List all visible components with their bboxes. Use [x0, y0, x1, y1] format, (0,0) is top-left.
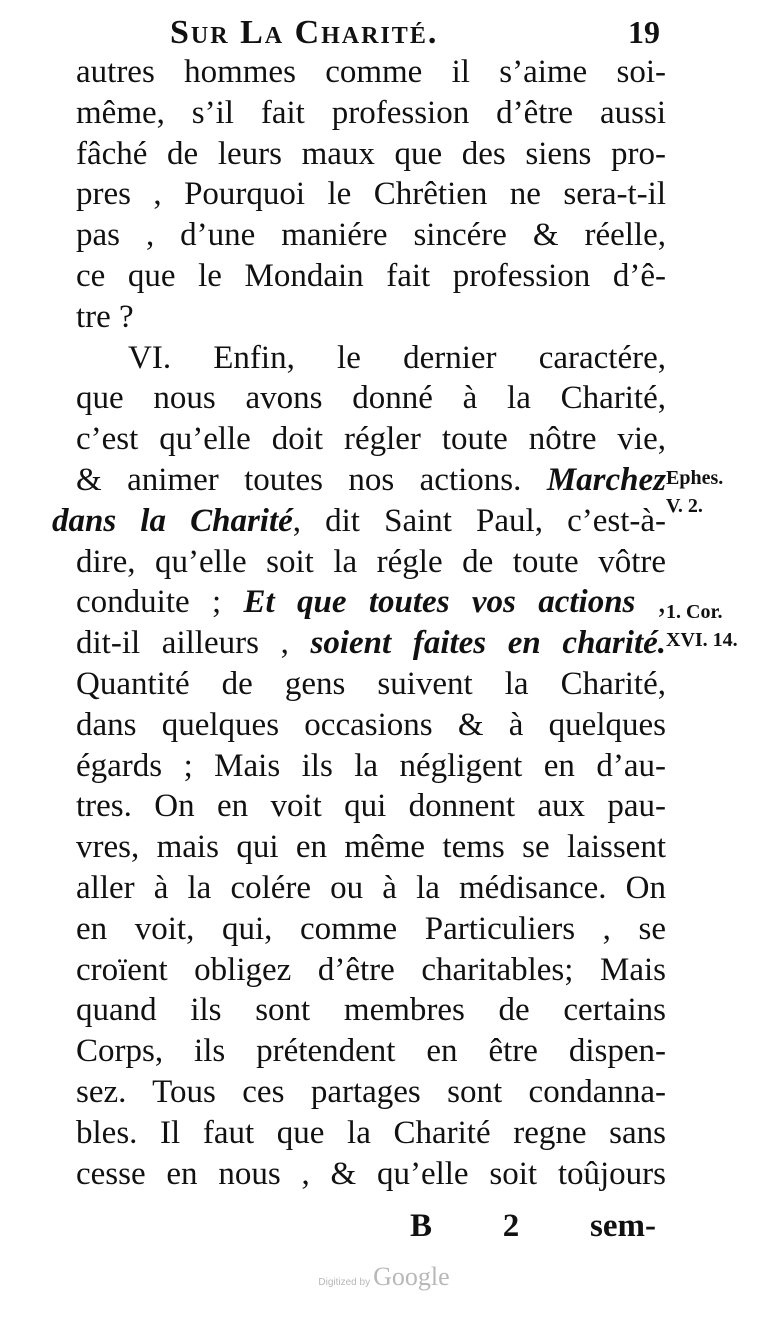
text-line: dire, qu’elle soit la régle de toute vôtre	[76, 543, 666, 580]
text-line: cesse en nous , & qu’elle soit toûjours	[76, 1155, 666, 1192]
text-line: sez. Tous ces partages sont condanna-	[76, 1073, 666, 1110]
text-fragment: dit-il ailleurs ,	[76, 625, 289, 662]
text-fragment: & animer toutes nos actions.	[76, 461, 522, 498]
signature-mark: B	[410, 1208, 433, 1244]
page-number: 19	[628, 14, 660, 50]
text-line	[76, 623, 666, 664]
text-line: égards ; Mais ils la négligent en d’au-	[76, 747, 666, 784]
text-fragment: , dit Saint Paul, c’est-à-	[292, 502, 666, 539]
signature-line	[410, 1208, 656, 1245]
text-line	[52, 501, 666, 542]
text-line: dans quelques occasions & à quelques	[76, 706, 666, 743]
text-line: tre ?	[76, 298, 134, 335]
text-line: bles. Il faut que la Charité regne sans	[76, 1114, 666, 1151]
quote-fragment: dans la Charité	[52, 502, 293, 539]
running-title: Sur La Charité.	[170, 14, 439, 51]
digitization-watermark	[0, 1262, 768, 1292]
text-line: croïent obligez d’être charitables; Mais	[76, 951, 666, 988]
watermark-brand: Google	[373, 1262, 450, 1291]
text-line: vres, mais qui en même tems se laissent	[76, 829, 666, 866]
body-text	[52, 52, 667, 1194]
text-line: Corps, ils prétendent en être dispen-	[76, 1033, 666, 1070]
text-line: même, s’il fait profession d’être aussi	[76, 94, 666, 131]
catchword: sem-	[590, 1208, 656, 1244]
text-line: aller à la colére ou à la médisance. On	[76, 869, 666, 906]
quote-fragment: soient faites en charité.	[310, 625, 667, 662]
margin-note: V. 2.	[666, 495, 703, 517]
text-line: en voit, qui, comme Particuliers , se	[76, 910, 666, 947]
margin-note: XVI. 14.	[666, 629, 738, 651]
running-header	[170, 10, 660, 54]
text-line: autres hommes comme il s’aime soi-	[76, 54, 666, 90]
text-line: ce que le Mondain fait profession d’ê-	[76, 257, 666, 294]
text-line: fâché de leurs maux que des siens pro-	[76, 135, 666, 172]
text-line: quand ils sont membres de certains	[76, 992, 666, 1029]
text-line: Quantité de gens suivent la Charité,	[76, 665, 666, 702]
text-fragment: ,	[657, 584, 666, 621]
quote-fragment: Marchez	[546, 461, 667, 498]
text-line: tres. On en voit qui donnent aux pau-	[76, 788, 666, 825]
section-heading-line: VI. Enfin, le dernier caractére,	[128, 339, 666, 376]
text-line	[76, 460, 666, 501]
watermark-prefix: Digitized by	[318, 1277, 371, 1288]
text-fragment: conduite ;	[76, 584, 222, 621]
margin-note: 1. Cor.	[666, 601, 723, 623]
margin-note: Ephes.	[666, 467, 724, 489]
signature-number: 2	[502, 1208, 520, 1244]
quote-fragment: Et que toutes vos actions	[243, 584, 636, 621]
text-line: pas , d’une maniére sincére & réelle,	[76, 217, 666, 254]
text-line: pres , Pourquoi le Chrêtien ne sera-t-il	[76, 176, 666, 213]
text-line: c’est qu’elle doit régler toute nôtre vie,	[76, 421, 666, 458]
text-line	[76, 582, 666, 623]
text-line: que nous avons donné à la Charité,	[76, 380, 666, 417]
